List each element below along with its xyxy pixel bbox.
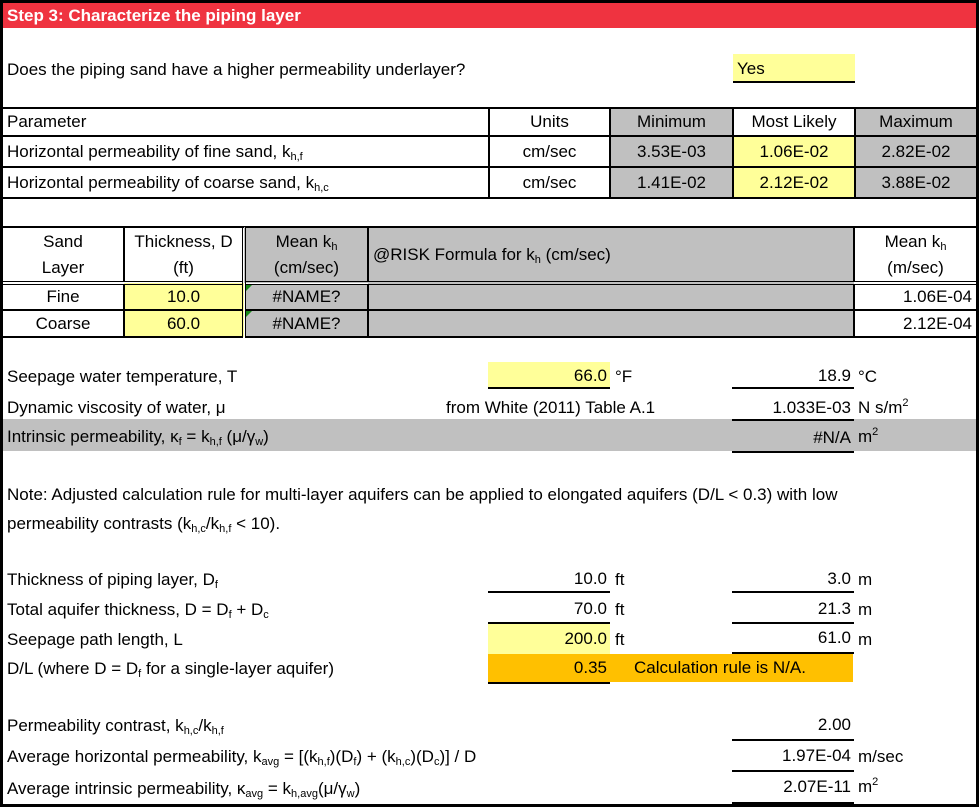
intrinsic-label: Intrinsic permeability, $\kappa_f = k_{h,f}$ $(\mu/\gamma_w)$	[7, 427, 269, 448]
thickness-input[interactable]: 60.0	[124, 310, 244, 337]
dl-warning-message: Calculation rule is N/A.	[610, 654, 853, 682]
col-header-most-likely: Most Likely	[733, 108, 855, 136]
contrast-label: Permeability contrast, $k_{h,c}/k_{h,f}$	[7, 716, 224, 737]
col-header-parameter: Parameter	[3, 108, 489, 136]
worksheet	[3, 3, 976, 804]
param-label: Horizontal permeability of fine sand, $k_{h,f}$	[3, 136, 489, 167]
maximum-cell: 3.88E-02	[855, 167, 976, 198]
underlayer-answer-input[interactable]: Yes	[733, 54, 855, 83]
most-likely-input[interactable]: 1.06E-02	[733, 136, 855, 167]
kavg-label: Average horizontal permeability, $k_{avg} = [(k_{h,f})(D_f) + (k_{h,c})(D_c)] / D$	[7, 747, 477, 768]
mean-kh-m-cell: 2.12E-04	[854, 310, 976, 337]
df-label: Thickness of piping layer, $D_f$	[7, 570, 218, 591]
minimum-cell: 1.41E-02	[610, 167, 733, 198]
l-ft-unit: ft	[615, 630, 625, 649]
param-label: Horizontal permeability of coarse sand, $k_{h,c}$	[3, 167, 489, 198]
thickness-input[interactable]: 10.0	[124, 283, 244, 310]
most-likely-input[interactable]: 2.12E-02	[733, 167, 855, 198]
layer-name: Coarse	[3, 310, 124, 337]
kavg-value: 1.97E-04	[732, 741, 854, 772]
dl-label: D/L (where $D = D_f$ for a single-layer aquifer)	[7, 659, 334, 680]
error-indicator-icon	[246, 285, 252, 291]
section-header: Step 3: Characterize the piping layer	[3, 3, 976, 28]
df-ft-value: 10.0	[488, 566, 610, 593]
df-m-value: 3.0	[732, 566, 854, 593]
iavg-unit: $m^2$	[858, 776, 879, 796]
intrinsic-value: #N/A	[732, 419, 854, 453]
temp-c-value: 18.9	[732, 362, 854, 389]
maximum-cell: 2.82E-02	[855, 136, 976, 167]
temp-c-unit: °C	[858, 367, 878, 386]
temp-f-unit: °F	[615, 367, 633, 386]
note-line-1: Note: Adjusted calculation rule for multi-layer aquifers can be applied to elongated aquifers (D/L < 0.3) with low	[7, 485, 838, 504]
d-ft-unit: ft	[615, 600, 625, 619]
error-indicator-icon	[246, 311, 252, 317]
layer-name: Fine	[3, 283, 124, 310]
table-row	[3, 136, 976, 167]
col-header-minimum: Minimum	[610, 108, 733, 136]
l-m-value: 61.0	[732, 624, 854, 654]
col-header-thickness: Thickness, D (ft)	[124, 227, 244, 283]
col-header-mean-kh-cm: Mean $k_h$ (cm/sec)	[244, 227, 368, 283]
iavg-value: 2.07E-11	[732, 772, 854, 804]
kavg-unit: m/sec	[858, 747, 904, 766]
viscosity-value: 1.033E-03	[772, 398, 851, 417]
l-label: Seepage path length, L	[7, 630, 183, 649]
col-header-sand-layer: Sand Layer	[3, 227, 124, 283]
df-ft-unit: ft	[615, 570, 625, 589]
viscosity-label: Dynamic viscosity of water, μ	[7, 398, 226, 417]
parameter-table	[3, 107, 976, 199]
col-header-mean-kh-m: Mean $k_h$ (m/sec)	[854, 227, 976, 283]
units-cell: cm/sec	[489, 167, 610, 198]
risk-formula-cell	[368, 310, 854, 337]
risk-formula-cell	[368, 283, 854, 310]
table-row	[3, 167, 976, 198]
table-row	[3, 283, 976, 310]
contrast-value: 2.00	[732, 711, 854, 741]
viscosity-source: from White (2011) Table A.1	[446, 398, 656, 417]
col-header-risk-formula: @RISK Formula for $k_h$ (cm/sec)	[368, 227, 854, 283]
table-row	[3, 310, 976, 337]
df-m-unit: m	[858, 570, 873, 589]
d-m-value: 21.3	[732, 595, 854, 624]
underlayer-question: Does the piping sand have a higher permeability underlayer?	[7, 60, 466, 79]
intrinsic-unit: $m^2$	[858, 426, 879, 446]
d-m-unit: m	[858, 600, 873, 619]
l-m-unit: m	[858, 630, 873, 649]
col-header-units: Units	[489, 108, 610, 136]
spacer-band	[3, 198, 976, 228]
temp-label: Seepage water temperature, T	[7, 367, 238, 386]
viscosity-unit: N $s/m^2$	[858, 397, 909, 417]
mean-kh-cm-cell: #NAME?	[244, 283, 368, 310]
mean-kh-cm-cell: #NAME?	[244, 310, 368, 337]
d-label: Total aquifer thickness, $D = D_f + D_c$	[7, 600, 269, 621]
temp-f-input[interactable]: 66.0	[488, 362, 610, 389]
d-ft-value: 70.0	[488, 595, 610, 624]
sand-layer-table	[3, 226, 976, 338]
minimum-cell: 3.53E-03	[610, 136, 733, 167]
units-cell: cm/sec	[489, 136, 610, 167]
iavg-label: Average intrinsic permeability, $\kappa_{avg} = k_{h,avg}(\mu/\gamma_w)$	[7, 779, 361, 800]
l-ft-input[interactable]: 200.0	[488, 624, 610, 654]
dl-value: 0.35	[488, 654, 610, 684]
note-line-2: permeability contrasts $(k_{h,c}/k_{h,f} < 10)$.	[7, 514, 281, 535]
mean-kh-m-cell: 1.06E-04	[854, 283, 976, 310]
col-header-maximum: Maximum	[855, 108, 976, 136]
